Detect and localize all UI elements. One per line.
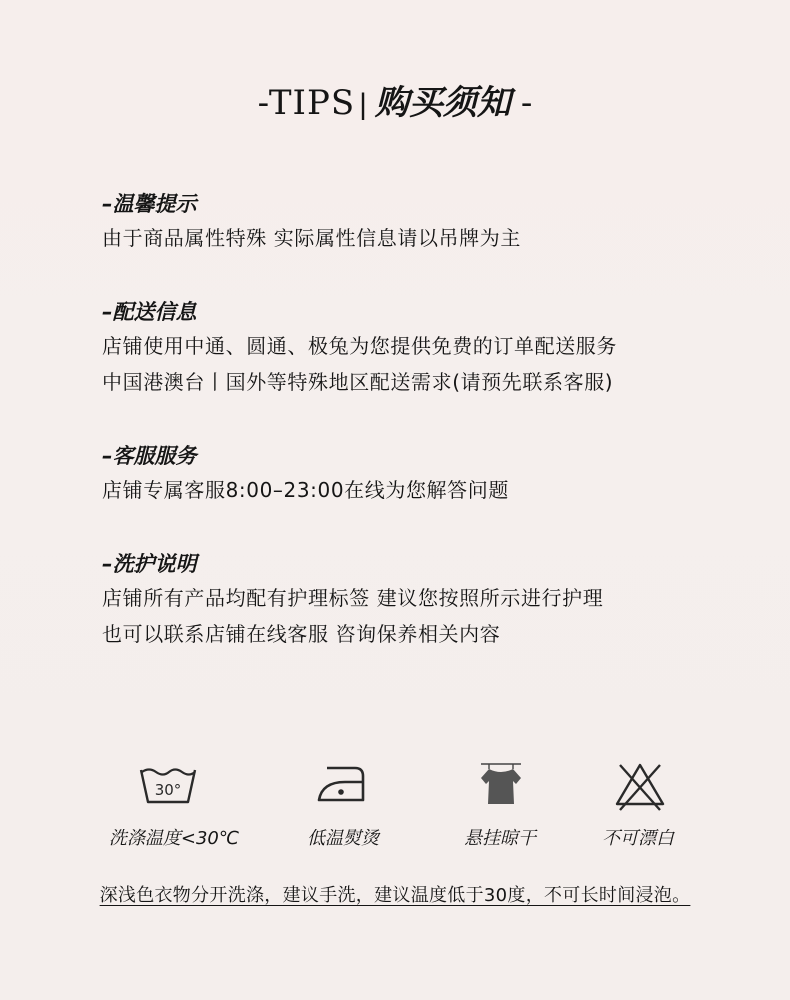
care-label-iron: 低温熨烫 [307,828,379,849]
section-title: –温馨提示 [102,192,197,216]
care-label-wash: 洗涤温度<30℃ [108,828,240,849]
section-delivery [102,296,742,400]
care-label-bleach: 不可漂白 [602,828,674,849]
section-line: 由于商品属性特殊 实际属性信息请以吊牌为主 [102,226,521,250]
footer-note: 深浅色衣物分开洗涤，建议手洗，建议温度低于30度，不可长时间浸泡。 [99,885,691,906]
hang-dry-icon [471,760,531,812]
section-service [102,440,742,508]
title-en: -TIPS [257,83,356,123]
section-title: –配送信息 [102,300,197,324]
section-line: 也可以联系店铺在线客服 咨询保养相关内容 [102,622,501,646]
section-title: –客服服务 [102,444,197,468]
title-dash: - [520,83,533,123]
low-iron-icon [313,760,373,812]
care-label-dry: 悬挂晾干 [464,828,536,849]
title-zh: 购买须知 [374,83,511,123]
wash-temp-text: 30° [154,781,182,799]
section-tips [102,188,742,256]
section-line: 店铺使用中通、圆通、极兔为您提供免费的订单配送服务 [102,334,617,358]
section-line: 店铺所有产品均配有护理标签 建议您按照所示进行护理 [102,586,604,610]
section-line: 中国港澳台丨国外等特殊地区配送需求(请预先联系客服) [102,370,614,394]
page-title [0,78,790,130]
section-line: 店铺专属客服8:00–23:00在线为您解答问题 [102,478,509,502]
title-separator: | [359,88,367,121]
section-care [102,548,742,652]
wash-30-icon [138,760,198,812]
no-bleach-icon [610,760,670,812]
section-title: –洗护说明 [102,552,197,576]
